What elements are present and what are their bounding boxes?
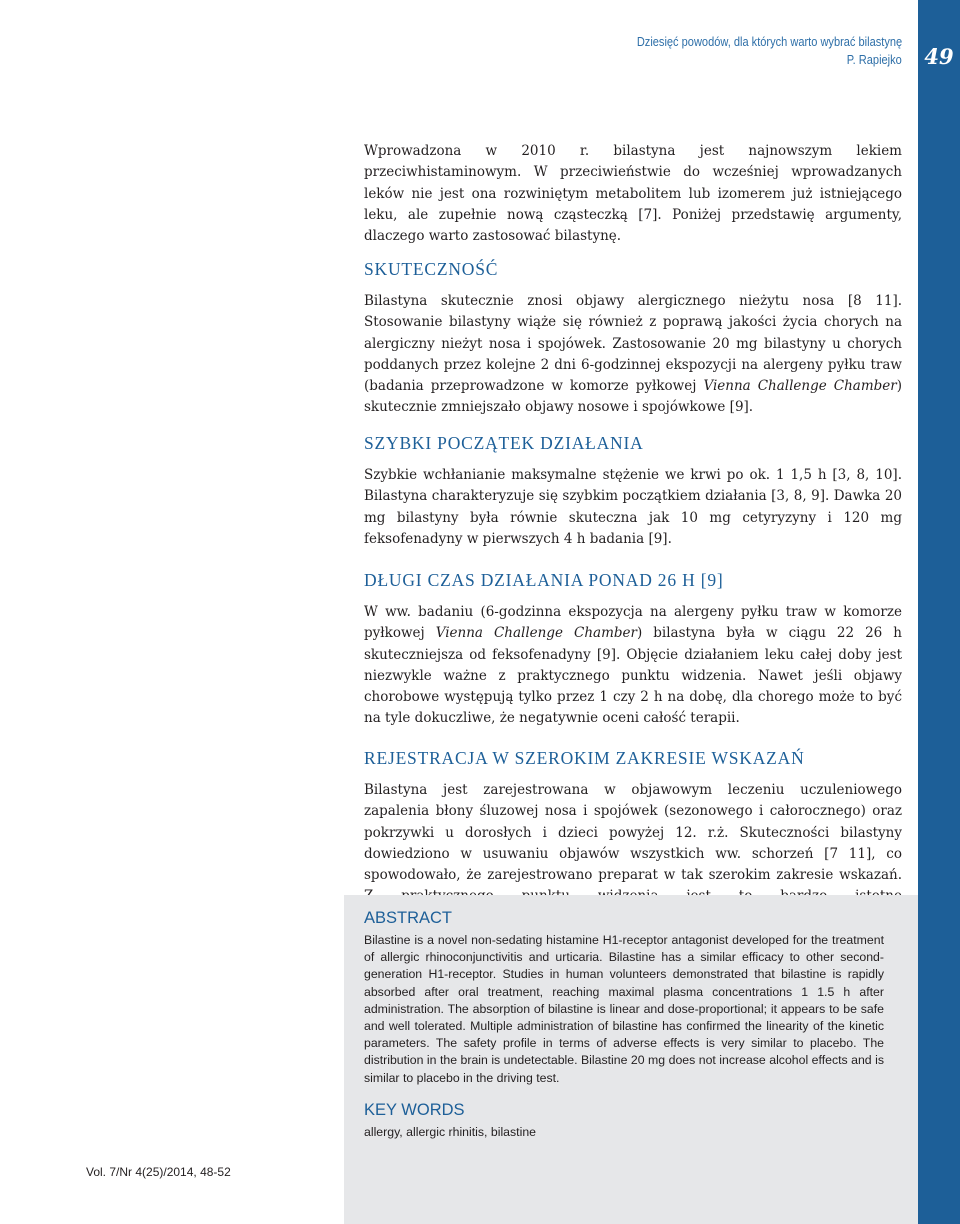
section-paragraph: W ww. badaniu (6-godzinna ekspozycja na alergeny pyłku traw w komorze pyłkowej Vienna Challenge Chamber) bilastyna była w ciągu 22 26 h skuteczniejsza od feksofenadyny [9]. Objęcie działaniem leku całej doby jest niezwykle ważne z praktycznego punktu widzenia. Nawet jeśli objawy chorobowe występują tylko przez 1 czy 2 h na dobę, dla chorego może to być na tyle dokuczliwe, że negatywnie oceni całość terapii. (364, 604, 902, 727)
keywords-text: allergy, allergic rhinitis, bilastine (364, 1124, 537, 1139)
section-heading: DŁUGI CZAS DZIAŁANIA PONAD 26 H [9] (364, 570, 724, 590)
section-paragraph: Szybkie wchłanianie maksymalne stężenie we krwi po ok. 1 1,5 h [3, 8, 10]. Bilastyna charakteryzuje się szybkim początkiem działania [3, 8, 9]. Dawka 20 mg bilastyny była równie skuteczna jak 10 mg cetyryzyny i 120 mg feksofenadyny w pierwszych 4 h badania [9]. (364, 467, 902, 547)
abstract-heading: ABSTRACT (364, 909, 453, 927)
section-efficacy (364, 259, 902, 419)
abstract-content (364, 909, 884, 1141)
section-heading: SKUTECZNOŚĆ (364, 259, 499, 279)
page-number: 49 (924, 44, 954, 69)
page-edge-bar (918, 0, 960, 1224)
abstract-text: Bilastine is a novel non-sedating histamine H1-receptor antagonist developed for the treatment of allergic rhinoconjunctivitis and urticaria. Bilastine has a similar efficacy to other second-generation H1-receptor. Studies in human volunteers demonstrated that bilastine is rapidly absorbed after oral treatment, reaching maximal plasma concentrations 1 1.5 h after administration. The absorption of bilastine is linear and dose-proportional; it appears to be safe and well tolerated. Multiple administration of bilastine has confirmed the linearity of the kinetic parameters. The safety profile in terms of adverse effects is very similar to placebo. The distribution in the brain is undetectable. Bilastine 20 mg does not increase alcohol effects and is similar to placebo in the driving test. (364, 933, 884, 1085)
intro-paragraph: Wprowadzona w 2010 r. bilastyna jest najnowszym lekiem przeciwhistaminowym. W przeciwieństwie do wcześniej wprowadzanych leków nie jest ona rozwiniętym metabolitem lub izomerem już istniejącego leku, ale zupełnie nową cząsteczką [7]. Poniżej przedstawię argumenty, dlaczego warto zastosować bilastynę. (364, 143, 902, 245)
running-header-author: P. Rapiejko (846, 52, 902, 67)
abstract-box (344, 895, 918, 1224)
section-registration (364, 748, 902, 908)
section-heading: REJESTRACJA W SZEROKIM ZAKRESIE WSKAZAŃ (364, 748, 805, 768)
section-fast-onset (364, 433, 902, 550)
keywords-heading: KEY WORDS (364, 1100, 465, 1119)
running-header-title: Dziesięć powodów, dla których warto wybrać bilastynę (636, 34, 902, 49)
section-paragraph: Bilastyna jest zarejestrowana w objawowym leczeniu uczuleniowego zapalenia błony śluzowej nosa i spojówek (sezonowego i całorocznego) oraz pokrzywki u dorosłych i dzieci powyżej 12. r.ż. Skuteczności bilastyny dowiedziono w usuwaniu objawów wszystkich ww. schorzeń [7 11], co spowodowało, że zarejestrowano preparat w tak szerokim zakresie wskazań. (364, 782, 902, 884)
section-paragraph: Bilastyna skutecznie znosi objawy alergicznego nieżytu nosa [8 11]. Stosowanie bilastyny wiąże się również z poprawą jakości życia chorych na alergiczny nieżyt nosa i spojówek. Zastosowanie 20 mg bilastyny u chorych poddanych przez kolejne 2 dni 6-godzinnej ekspozycji na alergeny pyłku traw (badania przeprowadzone w komorze pyłkowej Vienna Challenge Chamber) skutecznie zmniejszało objawy nosowe i spojówkowe [9]. (364, 293, 902, 416)
section-heading: SZYBKI POCZĄTEK DZIAŁANIA (364, 433, 644, 453)
journal-reference: Vol. 7/Nr 4(25)/2014, 48-52 (86, 1165, 231, 1179)
intro-block (364, 141, 902, 247)
section-long-duration (364, 570, 902, 730)
